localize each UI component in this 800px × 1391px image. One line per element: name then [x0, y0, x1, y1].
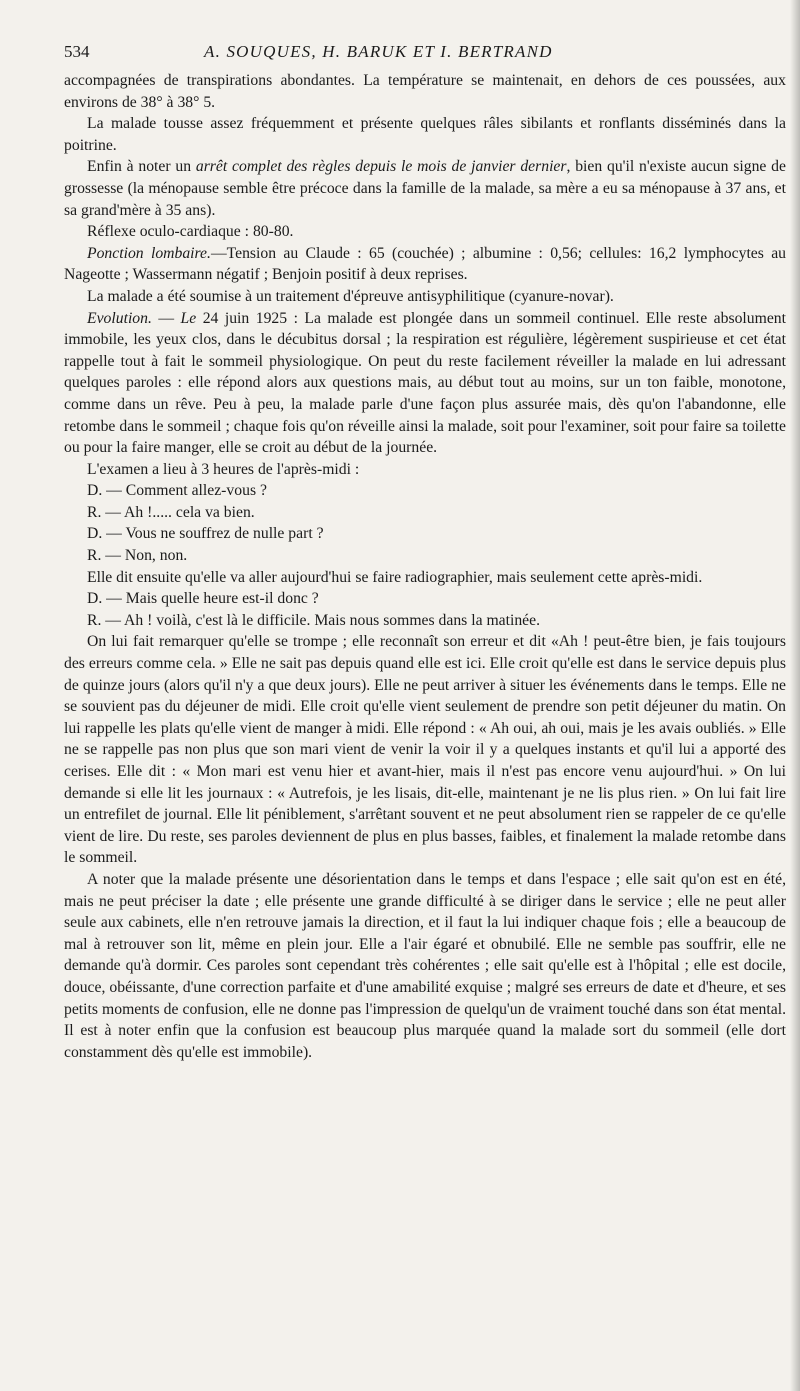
section-label: Evolution. — [87, 309, 152, 327]
paragraph: A noter que la malade présente une désorientation dans le temps et dans l'espace ; elle sait qu'on est en été, mais ne peut préciser la date ; elle présente une grande difficulté à se diriger dans le service ; elle ne peut aller seule aux cabinets, elle n'en retrouve jamais la direction, et il faut la lui indiquer chaque fois ; elle a beaucoup de mal à retrouver son lit, même en plein jour. Elle a l'air égaré et obnubilé. Elle ne semble pas souffrir, elle ne demande qu'à dormir. Ces paroles sont cependant très cohérentes ; elle sait qu'elle est à l'hôpital ; elle est docile, douce, obéissante, d'une correction parfaite et d'une amabilité exquise ; malgré ses erreurs de date et d'heure, et ses petits moments de confusion, elle ne donne pas l'impression de quelqu'un de vraiment touché dans son état mental. Il est à noter enfin que la confusion est beaucoup plus marquée quand la malade sort du sommeil (elle dort constamment dès qu'elle est immobile). — [64, 870, 786, 1061]
paragraph: La malade tousse assez fréquemment et présente quelques râles sibilants et ronflants disséminés dans la poitrine. — [64, 115, 786, 154]
running-title: A. SOUQUES, H. BARUK ET I. BERTRAND — [204, 42, 553, 61]
paragraph: accompagnées de transpirations abondantes. La température se maintenait, en dehors de ces poussées, aux environs de 38° à 38° 5. — [64, 72, 786, 111]
article-body — [64, 70, 786, 1063]
section-label: Ponction lombaire. — [87, 244, 211, 262]
paragraph — [64, 243, 786, 286]
text-run: , bien qu'il n'existe aucun signe de grossesse (la ménopause semble être précoce dans la famille de la malade, sa mère a eu sa ménopause à 37 ans, et sa grand'mère à 35 ans). — [64, 158, 786, 219]
dialogue-line: R. — Ah ! voilà, c'est là le difficile. Mais nous sommes dans la matinée. — [87, 611, 541, 629]
text-run: Enfin à noter un — [87, 158, 196, 176]
page-header — [64, 42, 786, 70]
paragraph: Elle dit ensuite qu'elle va aller aujourd'hui se faire radiographier, mais seulement cette après-midi. — [87, 568, 703, 586]
page-edge-shadow — [790, 0, 800, 1391]
text-run: 24 juin 1925 : La malade est plongée dans un sommeil continuel. Elle reste absolument immobile, les yeux clos, dans le décubitus dorsal ; la respiration est régulière, légèrement suspirieuse et cet état rappelle tout à fait le sommeil physiologique. On peut du reste facilement réveiller la malade en lui adressant quelques paroles : elle répond alors aux questions mais, au début tout au moins, sur un ton faible, monotone, comme dans un rêve. Peu à peu, la malade parle d'une façon plus assurée mais, dès qu'on l'abandonne, elle retombe dans le sommeil ; chaque fois qu'on réveille ainsi la malade, soit pour l'examiner, soit pour faire sa toilette ou pour la faire manger, elle se croit au début de la journée. — [64, 309, 786, 457]
text-run: —Tension au Claude : 65 (couchée) ; albumine : 0,56; cellules: 16,2 lymphocytes au Nageotte ; Wassermann négatif ; Benjoin positif à deux reprises. — [64, 244, 787, 284]
paragraph: La malade a été soumise à un traitement d'épreuve antisyphilitique (cyanure-novar). — [87, 287, 614, 305]
paragraph — [64, 156, 786, 221]
section-label: Le — [180, 309, 197, 327]
paragraph — [64, 308, 786, 459]
dialogue-line: D. — Comment allez-vous ? — [87, 482, 267, 500]
text-run: — — [151, 309, 181, 327]
paragraph: L'examen a lieu à 3 heures de l'après-midi : — [87, 460, 360, 478]
dialogue-line: R. — Ah !..... cela va bien. — [87, 503, 255, 521]
dialogue-line: D. — Vous ne souffrez de nulle part ? — [87, 525, 324, 543]
emphasized-text: arrêt complet des règles depuis le mois de janvier dernier — [195, 158, 567, 176]
dialogue-line: R. — Non, non. — [87, 547, 188, 565]
paragraph: On lui fait remarquer qu'elle se trompe ; elle reconnaît son erreur et dit «Ah ! peut-être bien, je fais toujours des erreurs comme cela. » Elle ne sait pas depuis quand elle est ici. Elle croit qu'elle est dans le service depuis plus de quinze jours (alors qu'il n'y a que deux jours). Elle ne peut arriver à situer les événements dans le temps. Elle ne se souvient pas du déjeuner de midi. Elle croit qu'elle vient seulement de prendre son petit déjeuner du matin. On lui rappelle les plats qu'elle vient de manger à midi. Elle répond : « Ah oui, ah oui, mais je les avais oubliés. » Elle ne se rappelle pas non plus que son mari vient de venir la voir il y a quelques instants et qu'il lui a apporté des cerises. Elle dit : « Mon mari est venu hier et avant-hier, mais il n'est pas encore venu aujourd'hui. » On lui demande si elle lit les journaux : « Autrefois, je les lisais, dit-elle, maintenant je ne lis plus rien. » On lui fait lire un entrefilet de journal. Elle lit péniblement, s'arrêtant souvent et ne peut absolument rien se rappeler de ce qu'elle vient de lire. Du reste, ses paroles deviennent de plus en plus basses, faibles, et finalement la malade retombe dans le sommeil. — [64, 633, 786, 867]
page-number: 534 — [64, 42, 90, 61]
dialogue-line: D. — Mais quelle heure est-il donc ? — [87, 590, 319, 608]
paragraph: Réflexe oculo-cardiaque : 80-80. — [87, 223, 294, 241]
